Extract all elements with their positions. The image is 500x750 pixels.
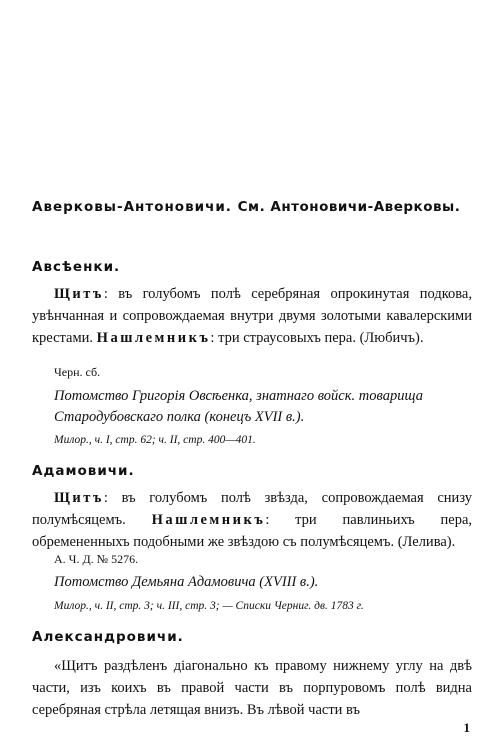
crest-text: : три страусовыхъ пера. (Любичъ).	[210, 330, 424, 346]
entry-heading-averkovy	[32, 196, 472, 218]
shield-text: : въ голубомъ полѣ звѣзда, сопровождаемая снизу полумѣсяцемъ.	[32, 490, 472, 528]
crest-label: Нашлемникъ	[96, 330, 211, 346]
source-adamovichi: А. Ч. Д. № 5276.	[54, 552, 139, 566]
refs-adamovichi: Милор., ч. II, стр. 3; ч. III, стр. 3; — Списки Черниг. дв. 1783 г.	[54, 600, 364, 612]
entry-heading-aleksandrovichi: Александровичи.	[32, 629, 184, 645]
lineage-adamovichi: Потомство Демьяна Адамовича (XVIII в.).	[54, 574, 319, 590]
shield-label: Щитъ	[54, 286, 104, 302]
blazon-avsenki	[32, 283, 472, 349]
entry-heading-adamovichi: Адамовичи.	[32, 463, 135, 479]
entry-heading-avsenki: Авсѣенки.	[32, 259, 121, 275]
source-avsenki: Черн. сб.	[54, 365, 101, 379]
shield-text: : въ голубомъ полѣ серебряная опрокинутая подкова, увѣнчанная и сопровождаемая внутри двумя золотыми кавалерскими крестами.	[32, 286, 472, 346]
refs-avsenki: Милор., ч. I, стр. 62; ч. II, стр. 400—401.	[54, 434, 256, 446]
blazon-adamovichi	[32, 487, 472, 553]
cross-reference: См. Антоновичи-Аверковы.	[237, 199, 461, 215]
crest-label: Нашлемникъ	[151, 512, 266, 528]
crest-text: : три павлиньихъ пера, обремененныхъ подобными же звѣздою съ полумѣсяцемъ. (Лелива).	[32, 512, 472, 550]
entry-title: Аверковы-Антоновичи.	[32, 199, 232, 215]
lineage-avsenki: Потомство Григорія Овсѣенка, знатнаго войск. товарища Стародубовскаго полка (конецъ XVII в.).	[54, 388, 423, 425]
text-aleksandrovichi: «Щитъ раздѣленъ діагонально къ правому нижнему углу на двѣ части, изъ коихъ въ правой части въ порпуровомъ полѣ видна серебряная стрѣла летящая внизъ. Въ лѣвой части въ	[32, 658, 472, 718]
shield-label: Щитъ	[54, 490, 104, 506]
page-number: 1	[463, 720, 470, 735]
